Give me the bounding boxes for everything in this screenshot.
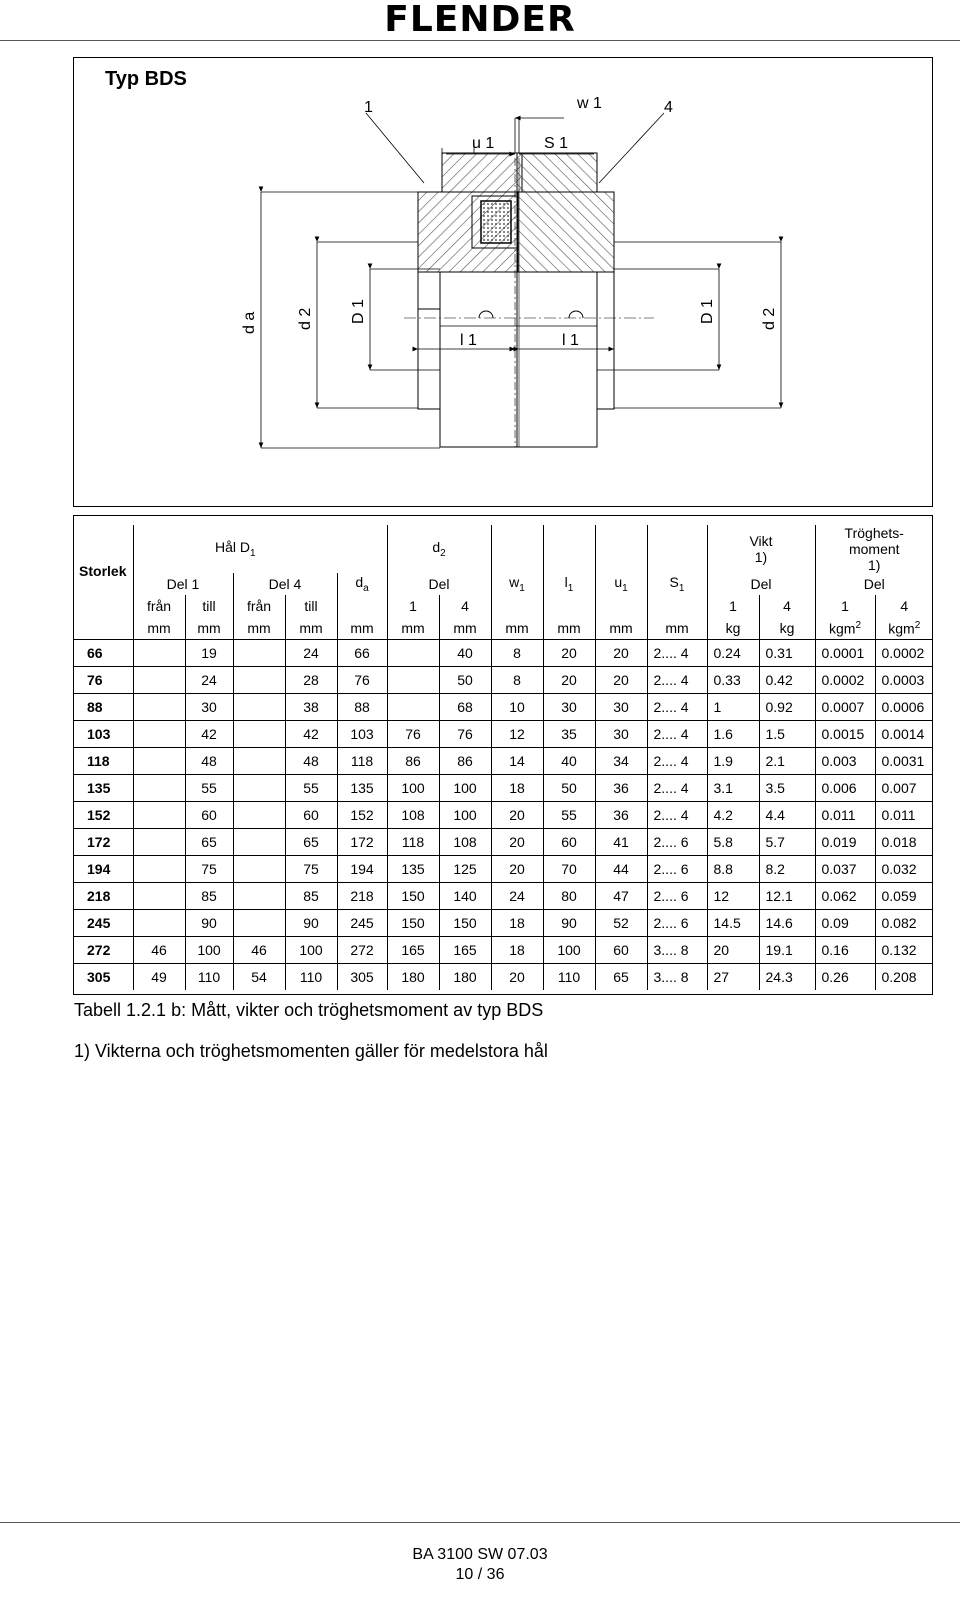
table-cell: 2.... 4: [647, 748, 707, 775]
table-cell: 150: [387, 910, 439, 937]
unit-cell: mm: [387, 617, 439, 640]
col-d2: $d_2$: [387, 525, 491, 573]
table-cell: 2.... 6: [647, 910, 707, 937]
table-cell: [133, 775, 185, 802]
table-cell: 0.24: [707, 640, 759, 667]
table-cell: 0.0002: [875, 640, 933, 667]
table-cell: 100: [185, 937, 233, 964]
col-hal: Hål $D_1$: [214, 539, 256, 559]
drawing-title: Typ BDS: [105, 68, 187, 90]
table-cell: [133, 640, 185, 667]
row-size-cell: 218: [73, 883, 133, 910]
hdr-trog-del: Del: [863, 576, 885, 592]
table-cell: 90: [285, 910, 337, 937]
table-cell: 0.42: [759, 667, 815, 694]
table-cell: [133, 721, 185, 748]
table-cell: 76: [387, 721, 439, 748]
table-cell: 0.006: [815, 775, 875, 802]
hdr-fran-4: från: [233, 595, 285, 617]
table-cell: 100: [387, 775, 439, 802]
table-cell: 2.... 6: [647, 856, 707, 883]
table-row: [73, 829, 933, 856]
label-d2-left: d 2: [297, 307, 314, 330]
table-cell: 5.8: [707, 829, 759, 856]
table-row: [73, 856, 933, 883]
table-cell: 3.5: [759, 775, 815, 802]
table-cell: 100: [439, 775, 491, 802]
footnote: 1) Vikterna och tröghetsmomenten gäller för medelstora hål: [74, 1041, 548, 1061]
unit-cell: mm: [647, 617, 707, 640]
table-cell: 90: [185, 910, 233, 937]
table-cell: 86: [387, 748, 439, 775]
table-row: [73, 721, 933, 748]
hdr-s1: $S_1$: [647, 573, 707, 595]
label-s1: S 1: [544, 135, 569, 152]
table-cell: 55: [543, 802, 595, 829]
table-row: [73, 640, 933, 667]
label-u1: u 1: [472, 135, 495, 152]
coupling-drawing-svg: [74, 58, 932, 506]
table-cell: 8: [491, 640, 543, 667]
unit-cell: mm: [491, 617, 543, 640]
dimension-table: [73, 525, 933, 990]
table-cell: [233, 802, 285, 829]
hdr-w1: $w_1$: [491, 573, 543, 595]
table-cell: 305: [337, 964, 387, 991]
table-cell: 76: [337, 667, 387, 694]
table-cell: 85: [285, 883, 337, 910]
table-cell: 75: [185, 856, 233, 883]
table-cell: 20: [595, 667, 647, 694]
header-rule: [0, 40, 960, 41]
table-cell: [387, 694, 439, 721]
table-cell: 68: [439, 694, 491, 721]
table-cell: 18: [491, 937, 543, 964]
table-cell: 49: [133, 964, 185, 991]
table-cell: 24: [285, 640, 337, 667]
table-cell: [133, 748, 185, 775]
table-cell: 60: [185, 802, 233, 829]
header-row-2: [73, 573, 933, 595]
table-cell: 75: [285, 856, 337, 883]
row-size-cell: 305: [73, 964, 133, 991]
table-cell: 20: [491, 829, 543, 856]
unit-cell: mm: [543, 617, 595, 640]
table-cell: 18: [491, 910, 543, 937]
table-cell: 36: [595, 775, 647, 802]
table-cell: 30: [185, 694, 233, 721]
table-caption: Tabell 1.2.1 b: Mått, vikter och tröghetsmoment av typ BDS: [74, 1000, 544, 1020]
table-cell: 14: [491, 748, 543, 775]
table-cell: 8: [491, 667, 543, 694]
table-cell: 125: [439, 856, 491, 883]
table-cell: 2.... 4: [647, 802, 707, 829]
row-size-cell: 152: [73, 802, 133, 829]
footer-rule: [0, 1522, 960, 1523]
table-cell: 44: [595, 856, 647, 883]
table-cell: 3.1: [707, 775, 759, 802]
table-cell: 20: [707, 937, 759, 964]
table-cell: 0.0002: [815, 667, 875, 694]
table-cell: 2.... 4: [647, 640, 707, 667]
table-cell: 65: [595, 964, 647, 991]
table-cell: 50: [543, 775, 595, 802]
table-cell: 150: [439, 910, 491, 937]
table-cell: 10: [491, 694, 543, 721]
table-cell: [133, 883, 185, 910]
table-cell: 0.33: [707, 667, 759, 694]
table-cell: 12: [707, 883, 759, 910]
table-cell: 165: [439, 937, 491, 964]
table-cell: 38: [285, 694, 337, 721]
table-cell: [233, 667, 285, 694]
row-size-cell: 118: [73, 748, 133, 775]
table-cell: 150: [387, 883, 439, 910]
table-row: [73, 775, 933, 802]
col-storlek: Storlek: [73, 525, 133, 617]
table-cell: 0.082: [875, 910, 933, 937]
unit-cell: kg: [759, 617, 815, 640]
table-cell: 3.... 8: [647, 964, 707, 991]
table-cell: 1.6: [707, 721, 759, 748]
label-l1-left: l 1: [460, 332, 477, 349]
table-cell: 66: [337, 640, 387, 667]
table-row: [73, 883, 933, 910]
table-cell: 36: [595, 802, 647, 829]
table-cell: 0.059: [875, 883, 933, 910]
table-cell: 1: [707, 694, 759, 721]
table-cell: 100: [543, 937, 595, 964]
table-cell: 60: [595, 937, 647, 964]
table-cell: 0.007: [875, 775, 933, 802]
table-cell: [133, 856, 185, 883]
table-cell: 20: [491, 964, 543, 991]
table-cell: 0.26: [815, 964, 875, 991]
table-cell: 2.1: [759, 748, 815, 775]
table-cell: 0.0001: [815, 640, 875, 667]
table-cell: 135: [337, 775, 387, 802]
table-cell: 2.... 4: [647, 694, 707, 721]
table-cell: 108: [439, 829, 491, 856]
table-cell: 0.037: [815, 856, 875, 883]
row-size-cell: 194: [73, 856, 133, 883]
row-size-cell: 76: [73, 667, 133, 694]
table-cell: 19: [185, 640, 233, 667]
table-cell: 24: [491, 883, 543, 910]
table-cell: 172: [337, 829, 387, 856]
table-row: [73, 694, 933, 721]
table-cell: 0.0007: [815, 694, 875, 721]
table-cell: 0.0015: [815, 721, 875, 748]
table-cell: 103: [337, 721, 387, 748]
row-size-cell: 245: [73, 910, 133, 937]
table-cell: [133, 802, 185, 829]
unit-cell: mm: [233, 617, 285, 640]
row-size-cell: 66: [73, 640, 133, 667]
table-cell: 8.2: [759, 856, 815, 883]
table-cell: 65: [185, 829, 233, 856]
table-cell: 0.92: [759, 694, 815, 721]
table-cell: 20: [543, 667, 595, 694]
table-cell: 80: [543, 883, 595, 910]
table-cell: 0.0031: [875, 748, 933, 775]
table-cell: 41: [595, 829, 647, 856]
table-cell: 86: [439, 748, 491, 775]
table-cell: 30: [595, 694, 647, 721]
technical-drawing: [73, 57, 933, 507]
table-cell: 152: [337, 802, 387, 829]
table-cell: 46: [133, 937, 185, 964]
table-cell: 0.0003: [875, 667, 933, 694]
table-cell: 2.... 4: [647, 667, 707, 694]
table-cell: 0.0006: [875, 694, 933, 721]
table-cell: 30: [595, 721, 647, 748]
table-cell: 48: [185, 748, 233, 775]
hdr-da: $d_a$: [337, 573, 387, 595]
label-d2-right: d 2: [761, 307, 778, 330]
table-cell: 24.3: [759, 964, 815, 991]
table-cell: 35: [543, 721, 595, 748]
label-da: d a: [241, 311, 258, 334]
unit-cell: mm: [285, 617, 337, 640]
hdr-vikt-4: 4: [759, 595, 815, 617]
table-cell: 55: [185, 775, 233, 802]
table-cell: 0.062: [815, 883, 875, 910]
table-cell: 2.... 4: [647, 775, 707, 802]
table-cell: 4.2: [707, 802, 759, 829]
unit-cell: mm: [439, 617, 491, 640]
table-cell: 1.9: [707, 748, 759, 775]
table-cell: 19.1: [759, 937, 815, 964]
table-cell: [233, 829, 285, 856]
table-cell: 90: [543, 910, 595, 937]
table-cell: [233, 883, 285, 910]
label-part-1: 1: [364, 99, 373, 116]
table-cell: 218: [337, 883, 387, 910]
table-cell: 20: [595, 640, 647, 667]
table-cell: 28: [285, 667, 337, 694]
unit-cell: mm: [133, 617, 185, 640]
table-cell: [233, 856, 285, 883]
table-cell: 0.011: [875, 802, 933, 829]
label-D1-left: D 1: [350, 299, 367, 324]
table-cell: 2.... 6: [647, 883, 707, 910]
table-cell: 14.6: [759, 910, 815, 937]
table-cell: 76: [439, 721, 491, 748]
hdr-u1: $u_1$: [595, 573, 647, 595]
table-cell: 48: [285, 748, 337, 775]
elastic-element: [481, 201, 511, 243]
table-cell: 110: [543, 964, 595, 991]
table-cell: 50: [439, 667, 491, 694]
table-cell: 110: [285, 964, 337, 991]
col-trog: Tröghets- moment 1): [844, 525, 904, 573]
table-cell: 27: [707, 964, 759, 991]
unit-cell: kgm$^2$: [875, 617, 933, 640]
hdr-d2-del: Del: [387, 573, 491, 595]
unit-cell: kg: [707, 617, 759, 640]
header-row-1: [73, 525, 933, 573]
table-cell: 20: [543, 640, 595, 667]
table-cell: 194: [337, 856, 387, 883]
table-cell: 20: [491, 802, 543, 829]
table-cell: 47: [595, 883, 647, 910]
col-vikt: Vikt 1): [707, 525, 815, 573]
table-cell: 40: [543, 748, 595, 775]
table-cell: 165: [387, 937, 439, 964]
table-cell: 180: [439, 964, 491, 991]
table-cell: 46: [233, 937, 285, 964]
table-cell: [233, 640, 285, 667]
table-cell: 30: [543, 694, 595, 721]
table-cell: 70: [543, 856, 595, 883]
flender-logo: FLENDER: [384, 0, 576, 40]
hdr-vikt-del: Del: [707, 573, 815, 595]
label-part-4: 4: [664, 99, 673, 116]
table-cell: [133, 667, 185, 694]
row-size-cell: 88: [73, 694, 133, 721]
table-cell: 0.09: [815, 910, 875, 937]
table-cell: [133, 910, 185, 937]
table-cell: 272: [337, 937, 387, 964]
hdr-till-1: till: [185, 595, 233, 617]
table-cell: 0.0014: [875, 721, 933, 748]
table-cell: 245: [337, 910, 387, 937]
hdr-fran-1: från: [133, 595, 185, 617]
table-cell: 0.208: [875, 964, 933, 991]
table-cell: 52: [595, 910, 647, 937]
unit-cell: mm: [185, 617, 233, 640]
hdr-trog-4: 4: [900, 598, 909, 614]
table-cell: 0.31: [759, 640, 815, 667]
table-cell: 110: [185, 964, 233, 991]
label-l1-right: l 1: [562, 332, 579, 349]
row-size-cell: 103: [73, 721, 133, 748]
table-cell: 118: [387, 829, 439, 856]
table-cell: 100: [439, 802, 491, 829]
table-row: [73, 748, 933, 775]
table-cell: 60: [543, 829, 595, 856]
table-cell: 55: [285, 775, 337, 802]
table-cell: [133, 694, 185, 721]
table-cell: [387, 640, 439, 667]
table-cell: 3.... 8: [647, 937, 707, 964]
table-cell: [233, 775, 285, 802]
table-cell: 0.018: [875, 829, 933, 856]
label-D1-right: D 1: [699, 299, 716, 324]
table-cell: 0.011: [815, 802, 875, 829]
table-cell: 0.019: [815, 829, 875, 856]
table-cell: 42: [185, 721, 233, 748]
table-cell: 54: [233, 964, 285, 991]
unit-cell: mm: [337, 617, 387, 640]
table-cell: [233, 721, 285, 748]
unit-cell: mm: [595, 617, 647, 640]
table-cell: 42: [285, 721, 337, 748]
table-cell: 135: [387, 856, 439, 883]
row-size-cell: 272: [73, 937, 133, 964]
table-cell: 5.7: [759, 829, 815, 856]
table-cell: [233, 748, 285, 775]
table-cell: 118: [337, 748, 387, 775]
table-cell: 8.8: [707, 856, 759, 883]
table-cell: [233, 910, 285, 937]
table-row: [73, 667, 933, 694]
table-row: [73, 964, 933, 991]
table-cell: 18: [491, 775, 543, 802]
table-cell: 180: [387, 964, 439, 991]
label-w1: w 1: [577, 95, 602, 112]
hdr-l1: $l_1$: [543, 573, 595, 595]
table-cell: 140: [439, 883, 491, 910]
table-cell: 12: [491, 721, 543, 748]
table-cell: 0.16: [815, 937, 875, 964]
header-units-row: [73, 617, 933, 640]
table-cell: 65: [285, 829, 337, 856]
table-row: [73, 802, 933, 829]
table-cell: 108: [387, 802, 439, 829]
hdr-del4: Del 4: [233, 573, 337, 595]
table-cell: 40: [439, 640, 491, 667]
table-cell: 14.5: [707, 910, 759, 937]
table-row: [73, 937, 933, 964]
table-cell: 0.003: [815, 748, 875, 775]
unit-cell: kgm$^2$: [815, 617, 875, 640]
document-id: BA 3100 SW 07.03: [412, 1546, 548, 1563]
table-cell: 2.... 4: [647, 721, 707, 748]
row-size-cell: 172: [73, 829, 133, 856]
hdr-del1: Del 1: [133, 573, 233, 595]
table-cell: 60: [285, 802, 337, 829]
table-cell: [387, 667, 439, 694]
right-hub: [517, 153, 614, 447]
hdr-d2-1: 1: [387, 595, 439, 617]
hdr-d2-4: 4: [439, 595, 491, 617]
page-number: 10 / 36: [455, 1566, 505, 1583]
table-cell: 2.... 6: [647, 829, 707, 856]
table-cell: 100: [285, 937, 337, 964]
table-cell: 85: [185, 883, 233, 910]
table-cell: [233, 694, 285, 721]
hdr-trog-1: 1: [815, 595, 875, 617]
table-body: [73, 640, 933, 991]
table-cell: 4.4: [759, 802, 815, 829]
table-row: [73, 910, 933, 937]
table-cell: [133, 829, 185, 856]
table-cell: 88: [337, 694, 387, 721]
table-cell: 24: [185, 667, 233, 694]
table-cell: 0.032: [875, 856, 933, 883]
hdr-till-4: till: [285, 595, 337, 617]
table-cell: 12.1: [759, 883, 815, 910]
row-size-cell: 135: [73, 775, 133, 802]
header-row-3: [73, 595, 933, 617]
table-cell: 34: [595, 748, 647, 775]
table-cell: 0.132: [875, 937, 933, 964]
left-hub: [418, 153, 522, 447]
table-cell: 20: [491, 856, 543, 883]
hdr-vikt-1: 1: [707, 595, 759, 617]
table-cell: 1.5: [759, 721, 815, 748]
